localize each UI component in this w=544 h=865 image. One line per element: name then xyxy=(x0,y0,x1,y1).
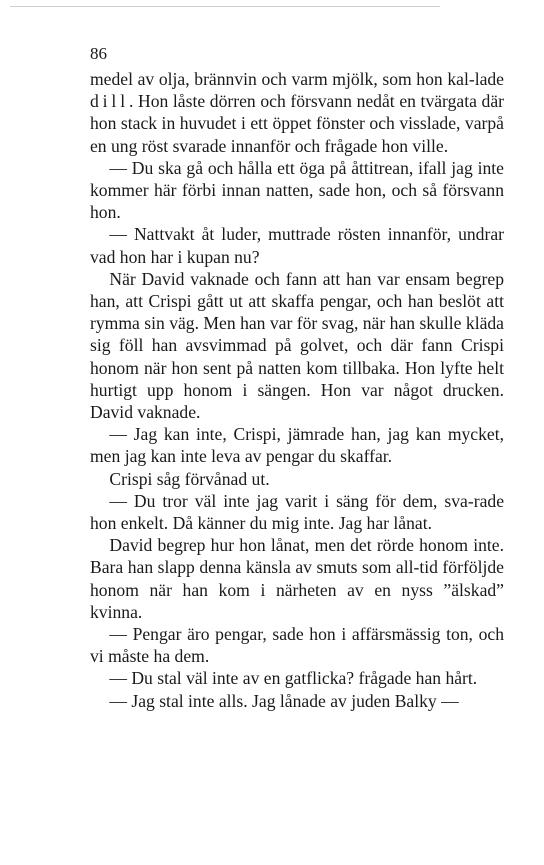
paragraph-text: . Hon låste dörren och försvann nedåt en tvärgata där hon stack in huvudet i ett öppet fönster och visslade, varpå en ung röst svarade innanför och frågade hon ville. xyxy=(90,91,504,156)
paragraph xyxy=(90,68,504,157)
paragraph: — Du tror väl inte jag varit i säng för dem, sva-rade hon enkelt. Då känner du mig inte. Jag har lånat. xyxy=(90,490,504,534)
paragraph: — Jag kan inte, Crispi, jämrade han, jag kan mycket, men jag kan inte leva av pengar du skaffar. xyxy=(90,424,504,467)
paragraph: David begrep hur hon lånat, men det rörde honom inte. Bara han slapp denna känsla av smuts som all-tid förföljde honom när han kom i närheten av en nyss ”älskad” kvinna. xyxy=(90,535,504,622)
paragraph: — Du ska gå och hålla ett öga på åttitrean, ifall jag inte kommer här förbi innan natten, sade hon, och så försvann hon. xyxy=(90,157,504,223)
paragraph: — Nattvakt åt luder, muttrade rösten innanför, undrar vad hon har i kupan nu? xyxy=(90,224,504,267)
paragraph-text: medel av olja, brännvin och varm mjölk, som hon kal-lade xyxy=(90,69,504,89)
paragraph: — Pengar äro pengar, sade hon i affärsmässig ton, och vi måste ha dem. xyxy=(90,624,504,667)
page-body xyxy=(90,68,504,712)
emphasized-word: dill xyxy=(90,91,129,112)
paragraph: Crispi såg förvånad ut. xyxy=(109,468,270,489)
page-top-edge xyxy=(10,6,440,7)
paragraph: När David vaknade och fann att han var ensam begrep han, att Crispi gått ut att skaffa pengar, och han beslöt att rymma sin väg. Men han var för svag, när han skulle kläda sig föll han avsvimmad på golvet, och där fann Crispi honom när hon sent på natten kom tillbaka. Hon lyfte helt hurtigt upp honom i sängen. Hon var något drucken. David vaknade. xyxy=(90,268,504,423)
paragraph: — Jag stal inte alls. Jag lånade av juden Balky — xyxy=(109,690,459,711)
page-number: 86 xyxy=(90,44,107,63)
paragraph: — Du stal väl inte av en gatflicka? frågade han hårt. xyxy=(109,668,478,689)
